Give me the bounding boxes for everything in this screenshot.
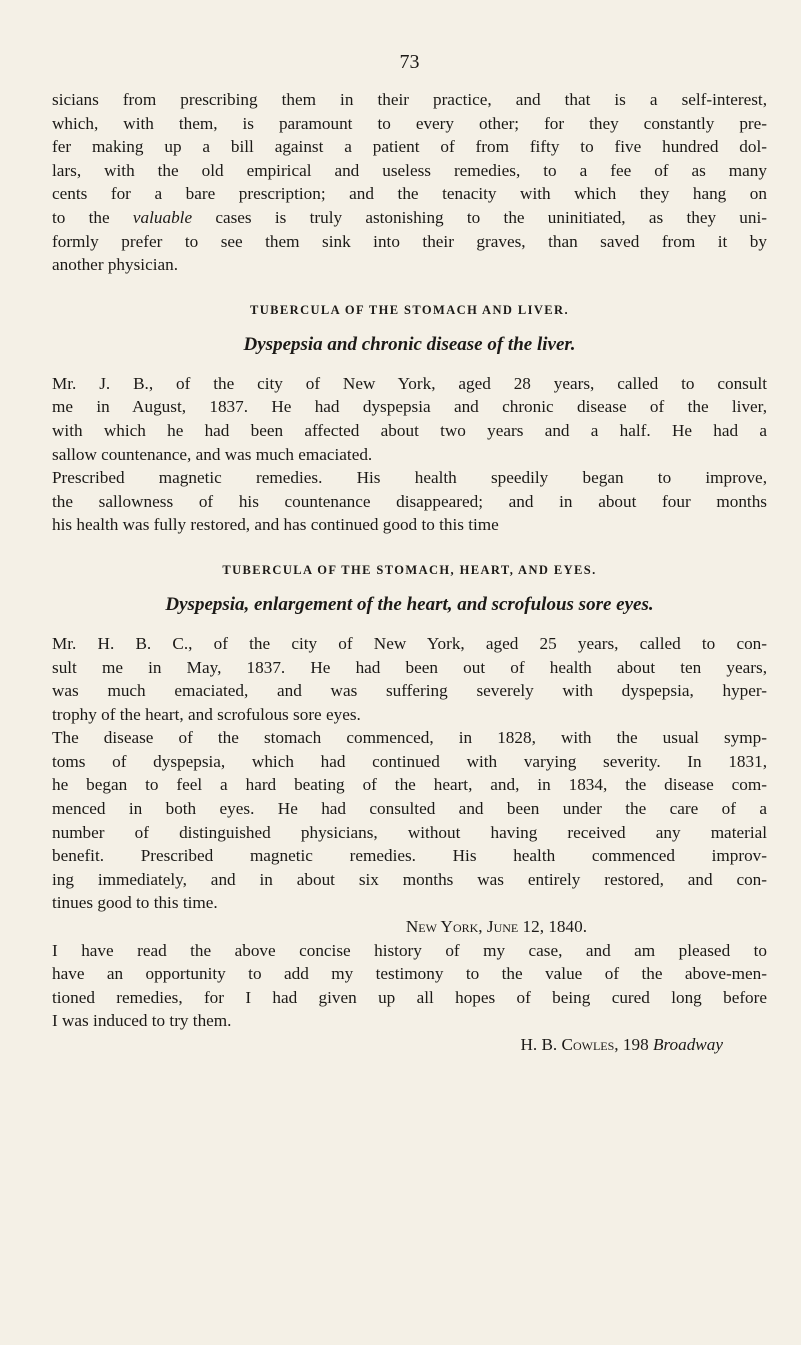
signature [52, 1033, 767, 1057]
text-line: me in August, 1837. He had dyspepsia and chronic disease of the liver, [52, 397, 767, 417]
text-line: the sallowness of his countenance disappeared; and in about four months [52, 491, 767, 511]
text-line: I have read the above concise history of my case, and am pleased to [52, 940, 767, 960]
text-line: sicians from prescribing them in their practice, and that is a self-interest, [52, 90, 767, 109]
section-heading-stomach-liver: TUBERCULA OF THE STOMACH AND LIVER. [250, 302, 569, 317]
text-line: trophy of the heart, and scrofulous sore eyes. [52, 704, 361, 724]
text-line: cents for a bare prescription; and the tenacity with which they hang on [52, 184, 767, 204]
text-line: tinues good to this time. [52, 893, 218, 913]
section-subheading-dyspepsia-liver: Dyspepsia and chronic disease of the liver. [243, 333, 576, 355]
text-line: benefit. Prescribed magnetic remedies. His health commenced improv- [52, 846, 767, 866]
text-line: with which he had been affected about two years and a half. He had a [52, 420, 767, 440]
text-line: menced in both eyes. He had consulted and been under the care of a [52, 799, 767, 819]
text-line: was much emaciated, and was suffering severely with dyspepsia, hyper- [52, 681, 767, 701]
text-line: I was induced to try them. [52, 1011, 232, 1031]
text-line: to the valuable cases is truly astonishing to the uninitiated, as they uni- [52, 207, 767, 227]
page-number: 73 [399, 51, 420, 73]
text-line: fer making up a bill against a patient of from fifty to five hundred dol- [52, 137, 767, 157]
text-line: The disease of the stomach commenced, in 1828, with the usual symp- [52, 728, 767, 748]
text-line: toms of dyspepsia, which had continued with varying severity. In 1831, [52, 751, 767, 771]
section-heading-stomach-heart-eyes: TUBERCULA OF THE STOMACH, HEART, AND EYES. [222, 562, 597, 577]
text-line: number of distinguished physicians, without having received any material [52, 822, 767, 842]
text-line: his health was fully restored, and has continued good to this time [52, 515, 499, 535]
text-line: he began to feel a hard beating of the heart, and, in 1834, the disease com- [52, 775, 767, 795]
text-line: sallow countenance, and was much emaciated. [52, 444, 373, 464]
text-line: Mr. J. B., of the city of New York, aged 28 years, called to consult [52, 373, 767, 393]
text-line: sult me in May, 1837. He had been out of health about ten years, [52, 657, 767, 677]
text-line: another physician. [52, 255, 179, 275]
text-line: ing immediately, and in about six months was entirely restored, and con- [52, 869, 767, 889]
signature-number: 198 [622, 1035, 649, 1054]
text-line: Mr. H. B. C., of the city of New York, aged 25 years, called to con- [52, 633, 767, 653]
text-line: which, with them, is paramount to every other; for they constantly pre- [52, 113, 767, 133]
signature-name: H. B. Cowles, [520, 1035, 619, 1054]
text-line: tioned remedies, for I had given up all hopes of being cured long before [52, 987, 767, 1007]
text-line: lars, with the old empirical and useless remedies, to a fee of as many [52, 160, 767, 180]
testimony-paragraph [52, 939, 767, 1033]
text-line: formly prefer to see them sink into their graves, than saved from it by [52, 231, 767, 251]
case-paragraph-hbc [52, 632, 767, 915]
signature-street: Broadway [652, 1035, 723, 1054]
testimony-date: New York, June 12, 1840. [405, 917, 587, 937]
text-line: have an opportunity to add my testimony to the value of the above-men- [52, 964, 767, 984]
case-paragraph-jb [52, 372, 767, 537]
emphasis-valuable: valuable [132, 207, 193, 227]
section-subheading-dyspepsia-heart-eyes: Dyspepsia, enlargement of the heart, and scrofulous sore eyes. [165, 593, 654, 615]
intro-paragraph [52, 88, 767, 277]
text-line: Prescribed magnetic remedies. His health speedily began to improve, [52, 468, 767, 488]
